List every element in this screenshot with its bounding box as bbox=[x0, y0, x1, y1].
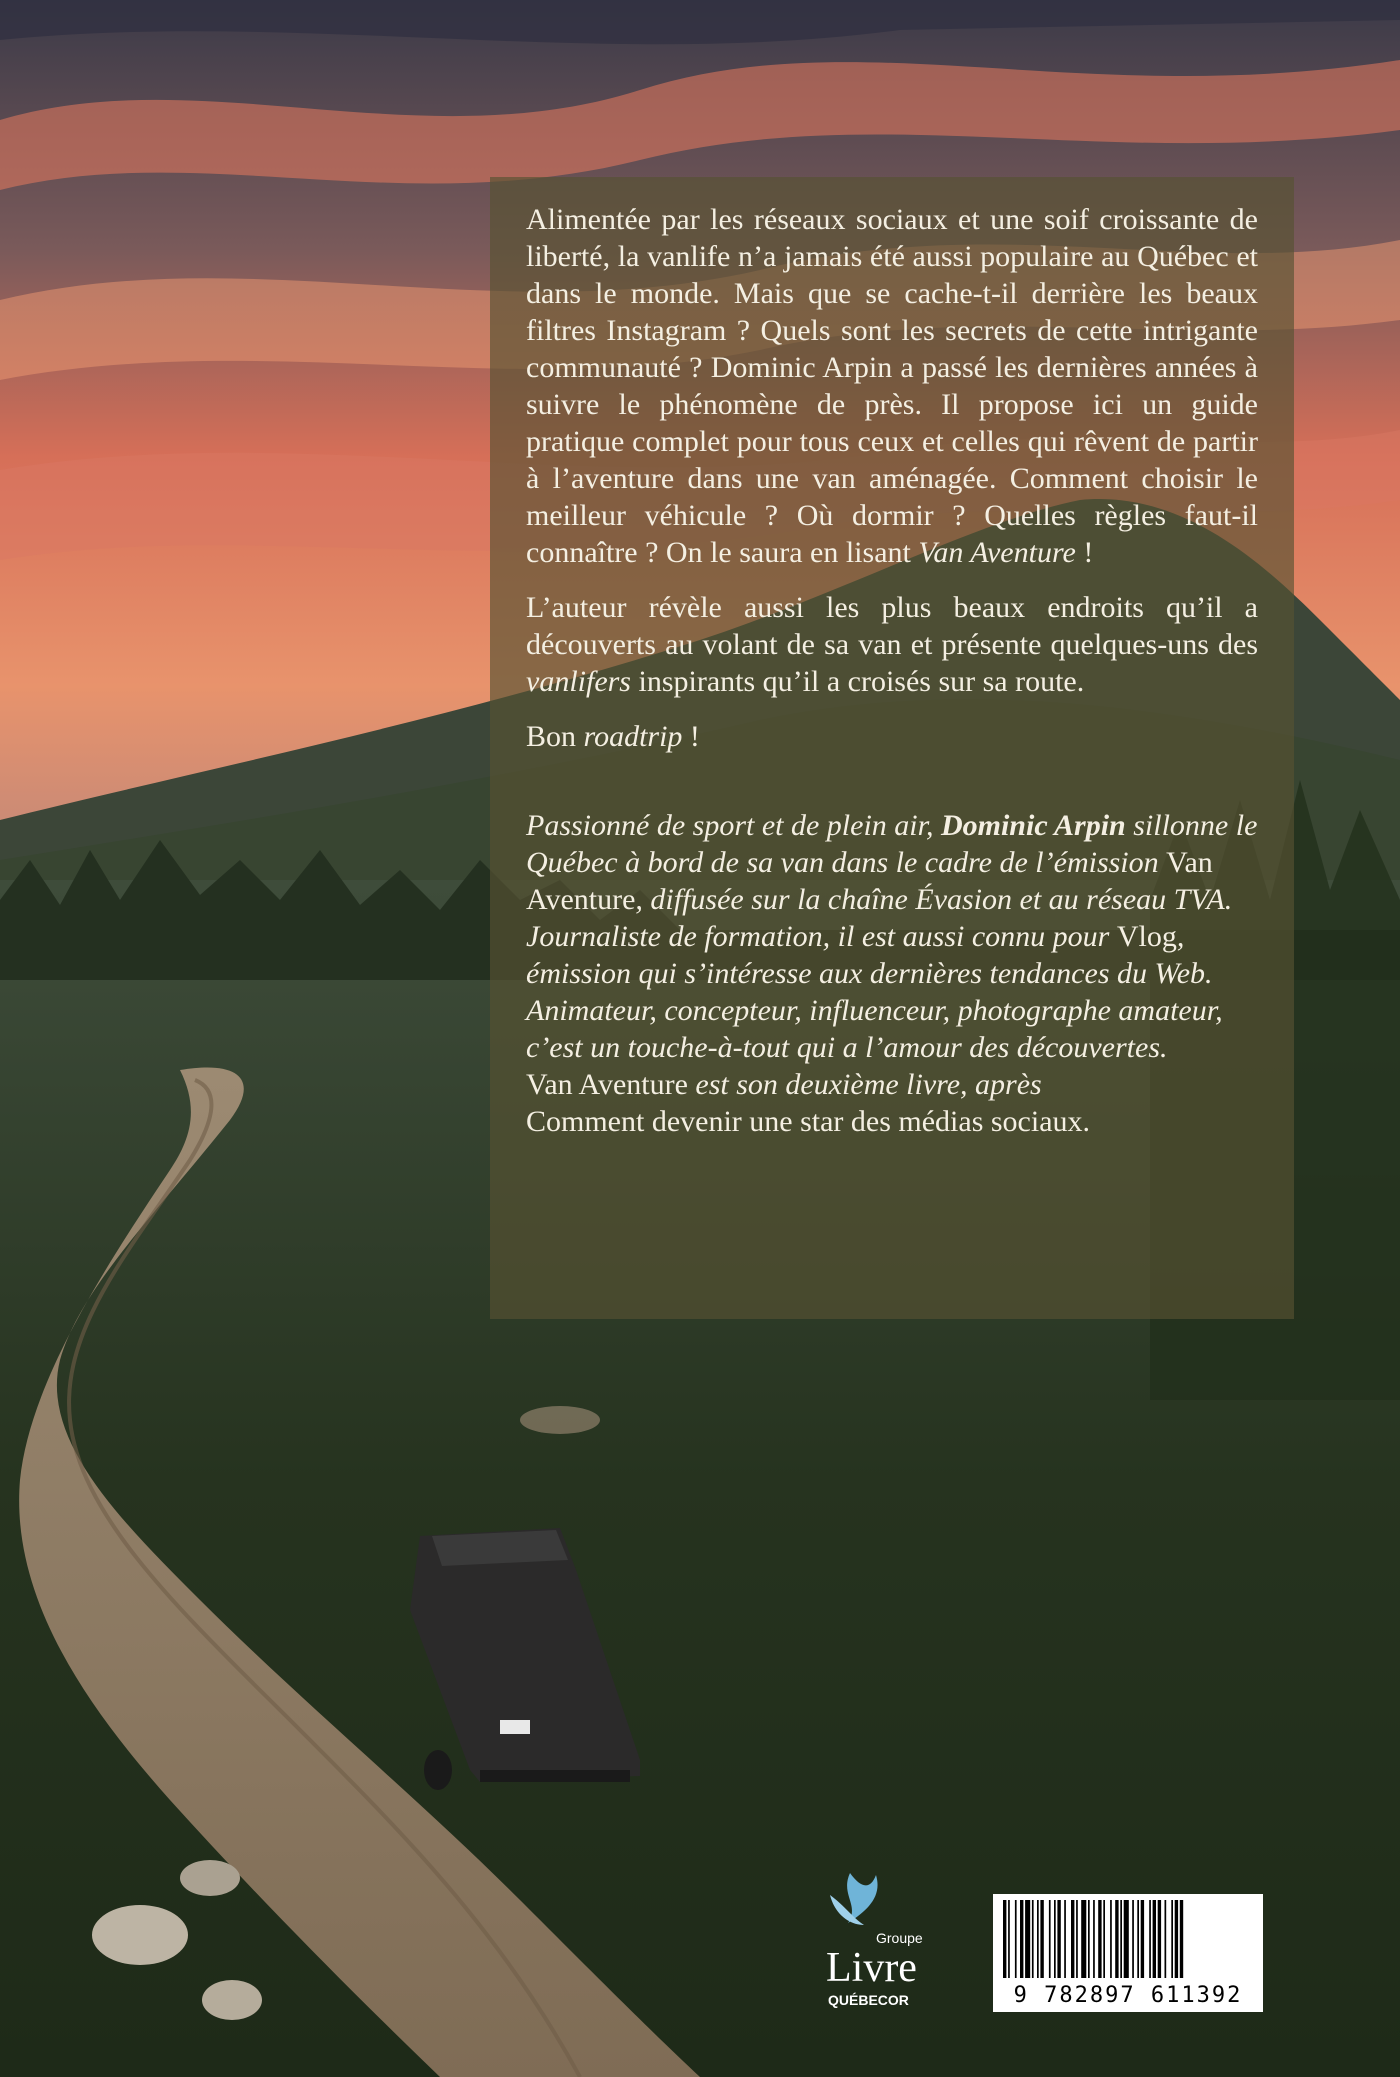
barcode-bar bbox=[1025, 1900, 1030, 1978]
back-cover-text-panel bbox=[490, 177, 1294, 1319]
barcode-bar bbox=[1037, 1900, 1039, 1978]
barcode-bar bbox=[1071, 1900, 1074, 1978]
barcode-bar bbox=[1057, 1900, 1060, 1978]
barcode-bar bbox=[1171, 1900, 1173, 1978]
barcode-bar bbox=[1132, 1900, 1134, 1978]
barcode-bar bbox=[1165, 1900, 1167, 1978]
barcode-bar bbox=[1064, 1900, 1066, 1978]
author-name: Dominic Arpin bbox=[940, 809, 1126, 842]
author-bio: Passionné de sport et de plein air, Dominic Arpin sillonne le Québec à bord de sa van dans le cadre de l’émission Van Aventure, diffusée sur la chaîne Évasion et au réseau TVA. Journaliste de formation, il est aussi connu pour Vlog, émission qui s’intéresse aux dernières tendances du Web. Animateur, concepteur, influenceur, photographe amateur, c’est un touche-à-tout qui a l’amour des découvertes. Van Aventure est son deuxième livre, après Comment devenir une star des médias sociaux. bbox=[526, 809, 1258, 1138]
barcode-bars bbox=[1001, 1900, 1255, 1978]
barcode-bar bbox=[1137, 1900, 1139, 1978]
barcode-bar bbox=[1153, 1900, 1156, 1978]
author-highlights-paragraph: L’auteur révèle aussi les plus beaux endroits qu’il a découverts au volant de sa van et présente quelques-uns des vanlifers inspirants qu’il a croisés sur sa route. bbox=[526, 591, 1258, 698]
barcode-bar bbox=[1115, 1900, 1118, 1978]
publisher-line1: Groupe bbox=[876, 1930, 923, 1946]
barcode-bar bbox=[1180, 1900, 1183, 1978]
barcode-bar bbox=[1003, 1900, 1006, 1978]
barcode-bar bbox=[1124, 1900, 1129, 1978]
barcode-bar bbox=[1103, 1900, 1105, 1978]
barcode-bar bbox=[1110, 1900, 1112, 1978]
barcode-bar bbox=[1141, 1900, 1144, 1978]
barcode-bar bbox=[1015, 1900, 1017, 1978]
barcode-bar bbox=[1175, 1900, 1178, 1978]
book-title-italic: Van Aventure bbox=[918, 536, 1076, 569]
barcode-bar bbox=[1120, 1900, 1122, 1978]
barcode-bar bbox=[1098, 1900, 1101, 1978]
barcode-bar bbox=[1149, 1900, 1151, 1978]
barcode-bar bbox=[1054, 1900, 1056, 1978]
barcode-bar bbox=[1040, 1900, 1043, 1978]
barcode-bar bbox=[1020, 1900, 1023, 1978]
barcode-bar bbox=[1088, 1900, 1090, 1978]
publisher-line3: QUÉBECOR bbox=[828, 1992, 909, 2008]
barcode-bar bbox=[1032, 1900, 1034, 1978]
isbn-number: 9 782897 611392 bbox=[1013, 1983, 1243, 2008]
summary-paragraph: Alimentée par les réseaux sociaux et une soif croissante de liberté, la vanlife n’a jamais été aussi populaire au Québec et dans le monde. Mais que se cache-t-il derrière les beaux filtres Instagram ? Quels sont les secrets de cette intrigante communauté ? Dominic Arpin a passé les dernières années à suivre le phénomène de près. Il propose ici un guide pratique complet pour tous ceux et celles qui rêvent de partir à l’aventure dans une van aménagée. Comment choisir le meilleur véhicule ? Où dormir ? Quelles règles faut-il connaître ? On le saura en lisant Van Aventure ! bbox=[526, 203, 1258, 569]
barcode-bar bbox=[1093, 1900, 1095, 1978]
barcode-bar bbox=[1008, 1900, 1010, 1978]
barcode-bar bbox=[1158, 1900, 1161, 1978]
barcode-bar bbox=[1081, 1900, 1086, 1978]
isbn-barcode bbox=[993, 1894, 1263, 2012]
barcode-bar bbox=[1076, 1900, 1078, 1978]
publisher-logo bbox=[790, 1865, 970, 2020]
closing-line: Bon roadtrip ! bbox=[526, 720, 700, 753]
publisher-line2: Livre bbox=[826, 1945, 917, 1991]
barcode-bar bbox=[1049, 1900, 1051, 1978]
